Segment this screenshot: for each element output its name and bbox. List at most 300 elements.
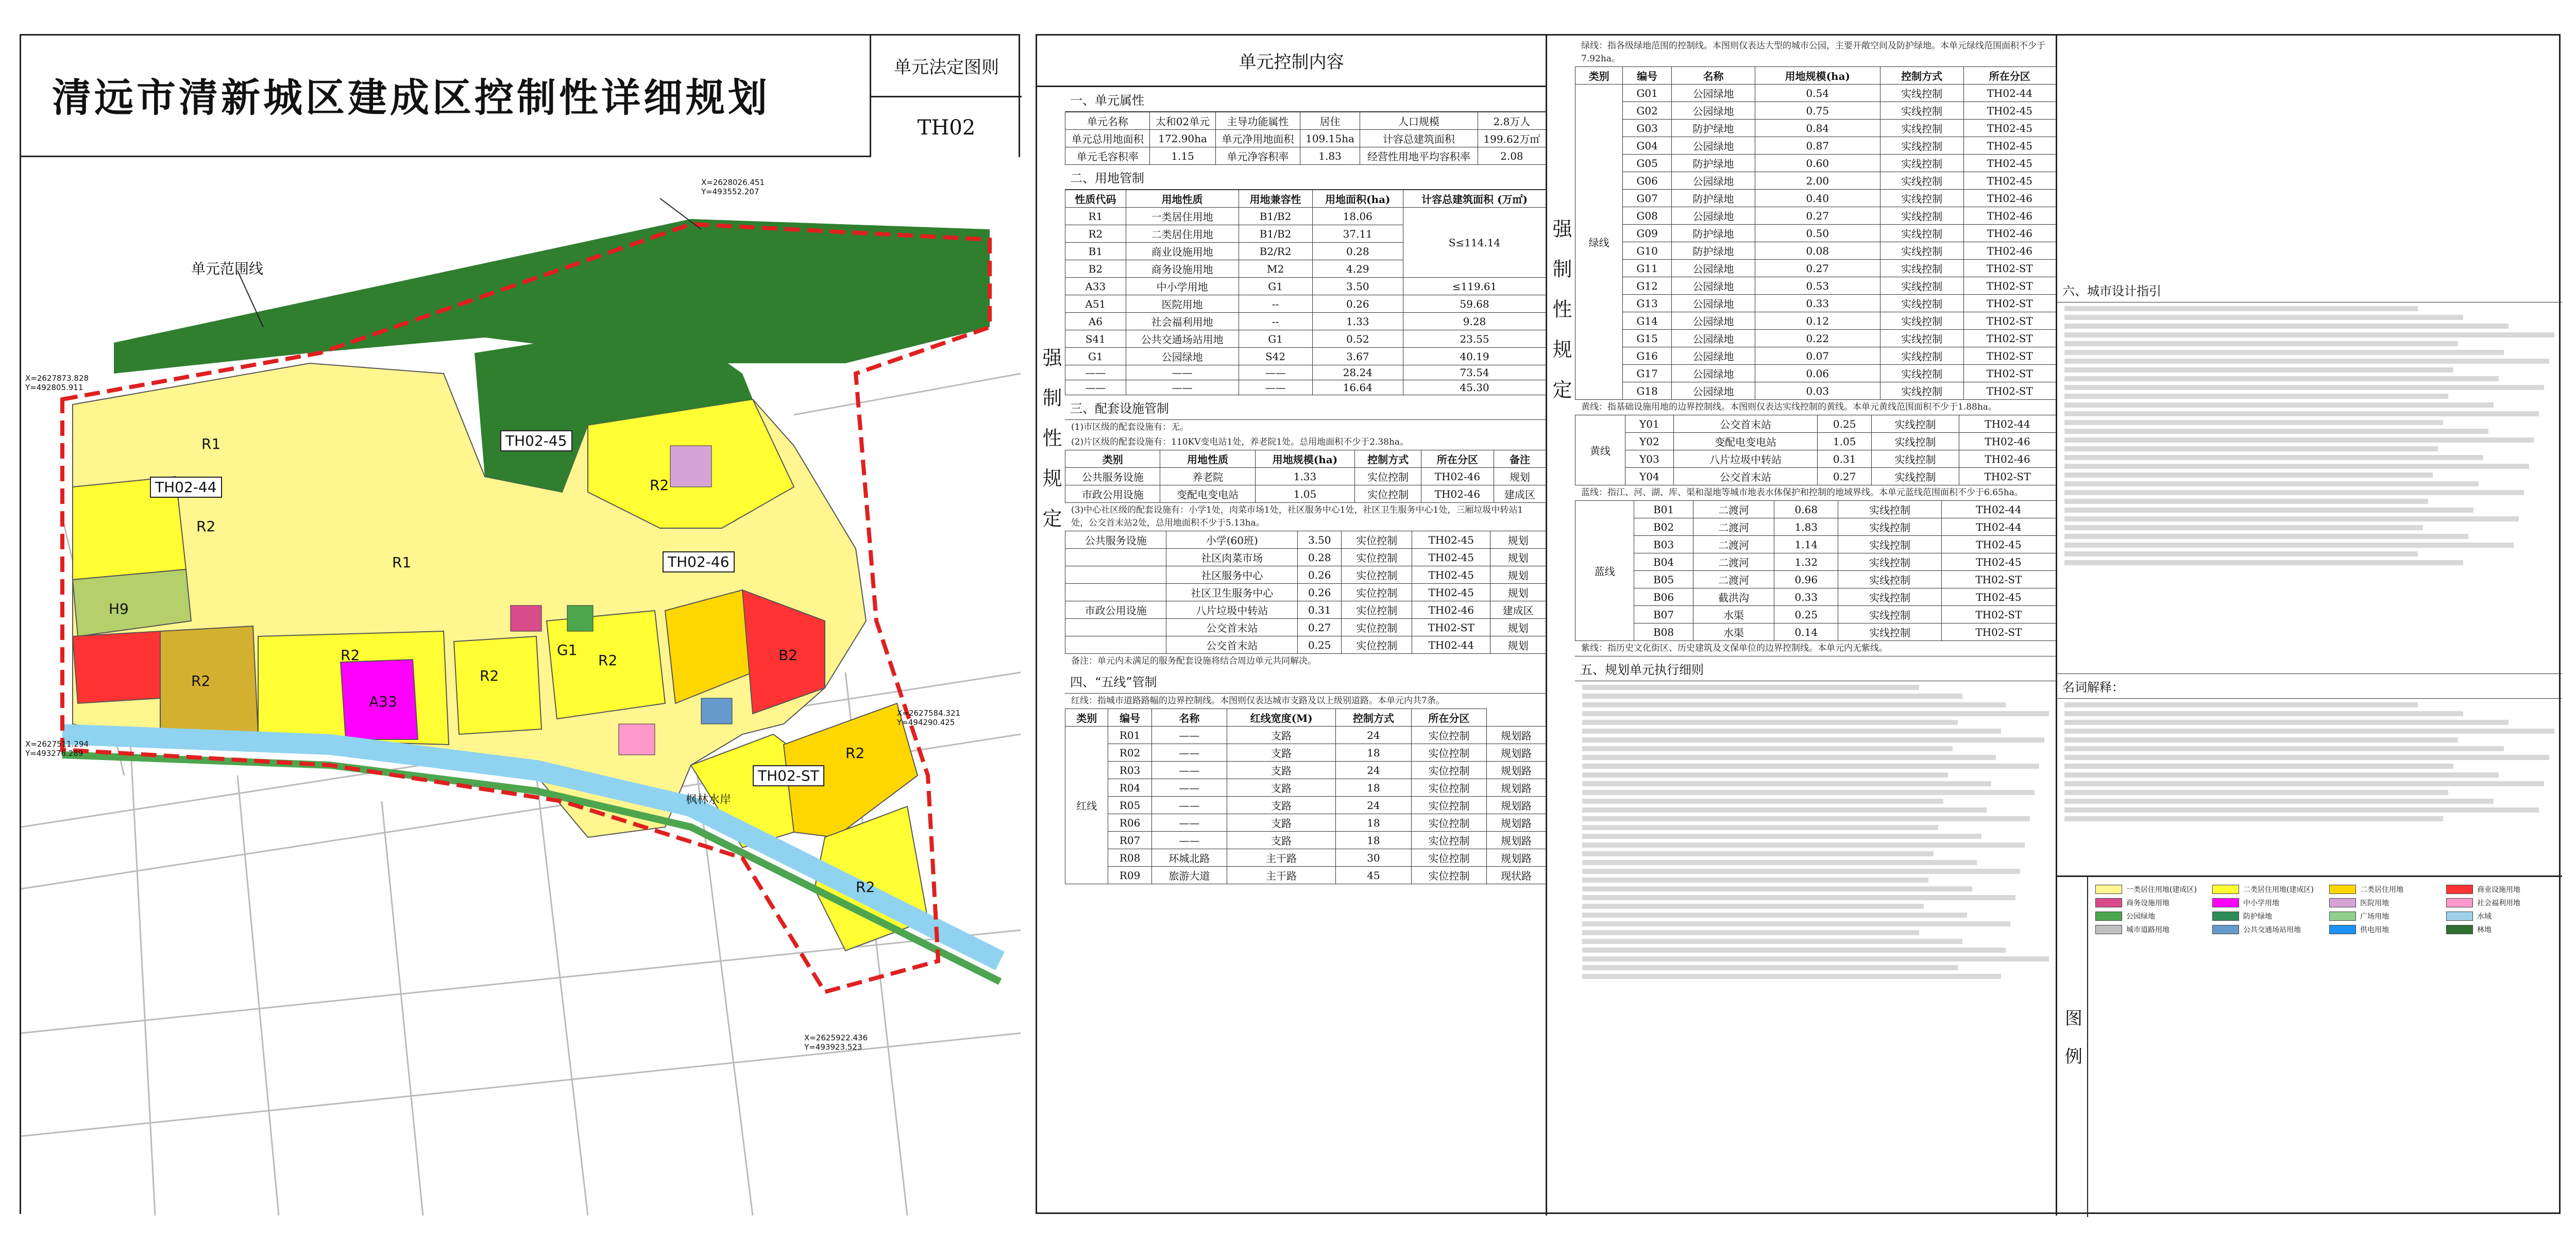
cell: G10: [1623, 242, 1672, 260]
cell: 规划: [1490, 549, 1546, 566]
cell: G04: [1623, 137, 1672, 155]
cell: 0.03: [1755, 382, 1880, 400]
table-row: [1575, 450, 2056, 468]
text-line: [2064, 508, 2473, 513]
text-line: [1582, 816, 2030, 821]
cell: 实线控制: [1880, 295, 1963, 312]
cell: 1.14: [1774, 536, 1838, 553]
cell: TH02-ST: [1941, 606, 2056, 623]
text-line: [2064, 551, 2418, 556]
table-row: [1575, 365, 2056, 382]
cell: 社区卫生服务中心: [1166, 584, 1298, 601]
text-line: [1582, 842, 2025, 848]
cell: 支路: [1227, 832, 1336, 849]
cell: 规划路: [1487, 814, 1546, 832]
attribute-table: [1065, 112, 1546, 165]
table-row: [1575, 606, 2056, 623]
cell: 小学(60班): [1166, 531, 1298, 549]
table-row: [1575, 623, 2056, 641]
legend-label: 防护绿地: [2243, 913, 2272, 921]
section-heading: 二、用地管制: [1065, 165, 1546, 190]
cell: 0.12: [1755, 312, 1880, 330]
cell: 公交首末站: [1166, 619, 1298, 636]
cell: G15: [1623, 330, 1672, 347]
table-row: [1575, 242, 2056, 260]
legend-swatch: [2446, 925, 2473, 934]
boundary-label: 单元范围线: [191, 260, 264, 277]
cell: 公园绿地: [1672, 295, 1755, 312]
cell: 支路: [1227, 762, 1336, 779]
text-line: [1582, 886, 1972, 891]
guide-text: [2057, 302, 2562, 673]
legend-swatch: [2329, 912, 2356, 921]
table-row: [1065, 601, 1546, 619]
cell: 实位控制: [1342, 566, 1412, 584]
table-row: [1065, 584, 1546, 601]
cell: 实线控制: [1872, 415, 1959, 433]
cell: 实位控制: [1411, 832, 1486, 849]
cell: TH02-45: [1963, 137, 2056, 155]
text-line: [1582, 720, 1958, 725]
cell: B1/B2: [1239, 208, 1312, 225]
cell: TH02-45: [1941, 588, 2056, 606]
cell: 实线控制: [1838, 571, 1942, 588]
facility-note: (2)片区级的配套设施有：110KV变电站1处，养老院1处。总用地面积不少于2.38ha。: [1071, 437, 1409, 447]
text-line: [1582, 711, 2049, 716]
text-line: [1582, 729, 2001, 734]
legend-swatch: [2329, 925, 2356, 934]
cell: 用地规模(ha): [1255, 450, 1354, 468]
cell: TH02-ST: [1963, 295, 2056, 312]
text-line: [1582, 921, 2010, 926]
cell: 实线控制: [1880, 207, 1963, 225]
cell: 单元净容积率: [1215, 147, 1300, 165]
community-facility-table: [1065, 531, 1546, 654]
cell: 0.27: [1755, 207, 1880, 225]
legend-item: [2446, 911, 2555, 921]
yellowline-table: [1575, 415, 2056, 485]
table-row: [1065, 744, 1546, 762]
text-line: [2064, 799, 2494, 804]
cell: 0.27: [1755, 260, 1880, 277]
cell: 商务设施用地: [1126, 260, 1239, 278]
text-line: [2064, 746, 2504, 751]
cell: 社区肉菜市场: [1166, 549, 1298, 566]
cell: 实线控制: [1880, 102, 1963, 120]
cell: G1: [1239, 330, 1312, 348]
cell: 0.87: [1755, 137, 1880, 155]
cell: 类别: [1575, 67, 1623, 85]
legend-item: [2212, 884, 2321, 895]
cell: 八片垃圾中转站: [1166, 601, 1298, 619]
cell: 0.26: [1312, 295, 1403, 313]
cell: G07: [1623, 190, 1672, 207]
table-row: [1065, 849, 1546, 867]
cell: 实线控制: [1872, 450, 1959, 468]
cell: 3.50: [1298, 531, 1342, 549]
legend-item: [2095, 924, 2204, 935]
cell: 主干路: [1227, 867, 1336, 884]
cell: ——: [1151, 797, 1227, 814]
legend-label: 林地: [2477, 926, 2492, 934]
text-line: [2064, 490, 2524, 495]
cell: 实线控制: [1838, 501, 1942, 518]
cell: G13: [1623, 295, 1672, 312]
cell: 现状路: [1487, 867, 1546, 884]
text-line: [1582, 930, 1919, 935]
table-row: [1065, 468, 1546, 485]
legend-swatch: [2095, 912, 2122, 921]
table-row: [1575, 501, 2056, 518]
cell: 40.19: [1403, 348, 1546, 365]
cell: 0.26: [1298, 584, 1342, 601]
cell: 实位控制: [1342, 549, 1412, 566]
cell: 商业设施用地: [1126, 243, 1239, 260]
purpleline-note: 紫线：指历史文化街区、历史建筑及文保单位的边界控制线。本单元内无紫线。: [1581, 643, 1888, 653]
cell: Y01: [1625, 415, 1673, 433]
land-code: R1: [392, 554, 412, 571]
cell: 18: [1336, 832, 1411, 849]
cell: 109.15ha: [1300, 130, 1360, 147]
cell: [1065, 549, 1166, 566]
cell: 实线控制: [1872, 433, 1959, 450]
cell: 实线控制: [1880, 225, 1963, 242]
cell: 实线控制: [1880, 190, 1963, 207]
greenline-note: 绿线：指各级绿地范围的控制线。本图则仅表达大型的城市公园，主要开敞空间及防护绿地。本单元绿线范围面积不少于7.92ha。: [1581, 41, 2045, 64]
cell: 18.06: [1312, 208, 1403, 225]
text-line: [2064, 332, 2554, 338]
legend-label: 城市道路用地: [2126, 926, 2170, 934]
cell: TH02-ST: [1963, 382, 2056, 400]
table-row: [1065, 709, 1546, 727]
cell: 市政公用设施: [1065, 485, 1160, 503]
table-row: [1575, 207, 2056, 225]
title-block: [21, 36, 871, 157]
cell: 9.28: [1403, 313, 1546, 330]
table-row: [1575, 190, 2056, 207]
cell: 0.27: [1298, 619, 1342, 636]
table-row: [1065, 549, 1546, 566]
cell: 实线控制: [1880, 137, 1963, 155]
text-line: [2064, 729, 2554, 734]
cell: TH02-ST: [1941, 623, 2056, 641]
cell: 实位控制: [1411, 779, 1486, 797]
table-row: [1065, 330, 1546, 348]
section-heading: 三、配套设施管制: [1065, 395, 1546, 420]
land-code: B2: [778, 647, 798, 664]
cell: 172.90ha: [1150, 130, 1215, 147]
land-code: R2: [845, 745, 865, 762]
cell: 环城北路: [1151, 849, 1227, 867]
land-code: R1: [201, 435, 221, 452]
cell: 计容总建筑面积: [1360, 130, 1478, 147]
cell: 0.50: [1755, 225, 1880, 242]
text-line: [1582, 694, 1962, 699]
legend-label: 供电用地: [2360, 926, 2389, 934]
cell: 0.06: [1755, 365, 1880, 382]
legend-label: 一类居住用地(建成区): [2126, 886, 2197, 894]
cell: 实线控制: [1880, 312, 1963, 330]
table-row: [1575, 433, 2056, 450]
land-code: R2: [196, 518, 216, 535]
table-row: —— —— —— 28.24 73.54: [1065, 365, 1546, 380]
text-line: [2064, 420, 2443, 425]
text-line: [1582, 913, 1967, 918]
cell: 公园绿地: [1672, 85, 1755, 102]
legend-swatch: [2212, 912, 2239, 921]
table-row: [1575, 225, 2056, 242]
table-header: [1065, 190, 1546, 208]
text-line: [1582, 860, 1977, 865]
cell: TH02-ST: [1963, 347, 2056, 365]
legend-item: [2446, 884, 2555, 895]
text-line: [1582, 799, 1943, 804]
cell: R1: [1065, 208, 1126, 225]
cell: R07: [1108, 832, 1151, 849]
unit-code: TH02: [871, 97, 1022, 159]
zone-label: TH02-ST: [753, 765, 824, 786]
coord-label: X=2627511.294 Y=493276.289: [25, 739, 89, 758]
text-line: [2064, 781, 2544, 786]
cell: 规划路: [1487, 727, 1546, 744]
cell: 防护绿地: [1672, 242, 1755, 260]
legend-label: 社会福利用地: [2477, 899, 2520, 907]
cell: 0.40: [1755, 190, 1880, 207]
text-line: [1582, 939, 1962, 944]
cell: 59.68: [1403, 295, 1546, 313]
cell: 太和02单元: [1150, 112, 1215, 130]
table-row: [1575, 382, 2056, 400]
fiveline-column: [1547, 36, 2057, 1216]
table-row: [1065, 779, 1546, 797]
cell: 1.33: [1255, 468, 1354, 485]
text-line: [1582, 764, 2039, 769]
text-line: [2064, 350, 2504, 355]
cell: G11: [1623, 260, 1672, 277]
cell: 实线控制: [1880, 330, 1963, 347]
blueline-table: [1575, 500, 2056, 641]
table-row: [1575, 260, 2056, 277]
cell: 变配电变电站: [1673, 433, 1817, 450]
cell: 中小学用地: [1126, 278, 1239, 295]
left-sheet: [20, 34, 1020, 1214]
strong-vertical-label-2: 强制性规定: [1549, 218, 1572, 419]
text-line: [2064, 376, 2499, 381]
cell: 水渠: [1693, 623, 1774, 641]
cell: 单元名称: [1065, 112, 1150, 130]
cell: TH02-46: [1963, 190, 2056, 207]
cell: 实线控制: [1880, 155, 1963, 172]
cell: 用地规模(ha): [1755, 67, 1880, 85]
cell: 24: [1336, 797, 1411, 814]
legend-label: 二类居住用地(建成区): [2243, 886, 2314, 894]
text-line: [2064, 341, 2458, 346]
cell: 防护绿地: [1672, 120, 1755, 137]
cell: M2: [1239, 260, 1312, 278]
legend-swatch: [2446, 898, 2473, 907]
section-heading: 五、规划单元执行细则: [1575, 656, 2056, 681]
cell: 社会福利用地: [1126, 313, 1239, 330]
cell: 编号: [1108, 709, 1151, 727]
cell: G03: [1623, 120, 1672, 137]
cell: 0.28: [1312, 243, 1403, 260]
cell: 公园绿地: [1672, 330, 1755, 347]
place-name: 枫林水岸: [686, 794, 732, 806]
cell: R04: [1108, 779, 1151, 797]
table-row: [1575, 588, 2056, 606]
table-row: [1065, 797, 1546, 814]
land-code: R2: [856, 879, 875, 896]
cell: 支路: [1227, 797, 1336, 814]
cell: 规划: [1490, 636, 1546, 654]
cell: 用地性质: [1160, 450, 1255, 468]
legend-item: [2095, 884, 2204, 895]
cell: 公园绿地: [1672, 365, 1755, 382]
cell: 公园绿地: [1126, 348, 1239, 365]
cell: ——: [1151, 744, 1227, 762]
table-row: [1065, 814, 1546, 832]
cell: 医院用地: [1126, 295, 1239, 313]
cell: 二渡河: [1693, 571, 1774, 588]
cell: TH02-ST: [1963, 260, 2056, 277]
cell: G14: [1623, 312, 1672, 330]
cell: 0.75: [1755, 102, 1880, 120]
cell: 公交首末站: [1673, 468, 1817, 485]
cell: B07: [1634, 606, 1693, 623]
legend-item: [2329, 898, 2438, 908]
table-row: —— —— —— 16.64 45.30: [1065, 380, 1546, 395]
cell: 实线控制: [1838, 536, 1942, 553]
zone-label: TH02-44: [150, 477, 222, 498]
legend-label: 医院用地: [2360, 899, 2389, 907]
cell: 养老院: [1160, 468, 1255, 485]
cell: 实线控制: [1880, 365, 1963, 382]
explain-title: 名词解释：: [2057, 673, 2562, 699]
cell: R08: [1108, 849, 1151, 867]
text-line: [1582, 974, 2001, 979]
legend-item: [2329, 924, 2438, 935]
land-code: R2: [480, 667, 499, 684]
cell: 实线控制: [1838, 623, 1942, 641]
text-line: [1582, 834, 1981, 839]
cell: TH02-46: [1421, 468, 1494, 485]
coord-label: X=2625922.436 Y=493923.523: [804, 1033, 868, 1052]
cell: G08: [1623, 207, 1672, 225]
cell: G17: [1623, 365, 1672, 382]
cell: 实位控制: [1411, 762, 1486, 779]
cell: 防护绿地: [1672, 190, 1755, 207]
table-row: [1065, 566, 1546, 584]
cell: 类别: [1065, 709, 1108, 727]
cell: TH02-44: [1412, 636, 1490, 654]
cell: 二渡河: [1693, 518, 1774, 536]
section-heading: 四、“五线”管制: [1065, 669, 1546, 694]
table-row: [1575, 67, 2056, 85]
cell: 实位控制: [1342, 619, 1412, 636]
landuse-table: [1065, 190, 1546, 395]
cell: 1.15: [1150, 147, 1215, 165]
text-line: [2064, 560, 2463, 565]
cell: TH02-45: [1412, 549, 1490, 566]
text-line: [2064, 367, 2453, 373]
cell: 规划路: [1487, 779, 1546, 797]
text-line: [2064, 306, 2418, 311]
cell: --: [1239, 313, 1312, 330]
cell: 0.53: [1755, 277, 1880, 295]
cell: 用地面积(ha): [1312, 190, 1403, 208]
cell: 45.30: [1403, 380, 1546, 395]
cell: 实线控制: [1880, 242, 1963, 260]
section-heading: 一、单元属性: [1065, 87, 1546, 112]
cell: ——: [1151, 779, 1227, 797]
cell: TH02-45: [1963, 120, 2056, 137]
cell: 单元净用地面积: [1215, 130, 1300, 147]
text-line: [2064, 737, 2458, 743]
cell: 性质代码: [1065, 190, 1126, 208]
text-line: [2064, 790, 2448, 795]
cell: 公园绿地: [1672, 260, 1755, 277]
legend-label: 公共交通场站用地: [2243, 926, 2301, 934]
cell: 经营性用地平均容积率: [1360, 147, 1478, 165]
table-header: [1065, 450, 1546, 468]
cell: 4.29: [1312, 260, 1403, 278]
cell: 2.08: [1478, 147, 1546, 165]
cell: 支路: [1227, 744, 1336, 762]
cell: 红线宽度(M): [1227, 709, 1336, 727]
cell: B03: [1634, 536, 1693, 553]
cell: Y02: [1625, 433, 1673, 450]
cell: 实位控制: [1411, 797, 1486, 814]
table-row: [1575, 172, 2056, 190]
table-row: [1065, 531, 1546, 549]
legend-label: 公园绿地: [2126, 913, 2155, 921]
strong-vertical-label: 强制性规定: [1039, 347, 1062, 548]
cell: 18: [1336, 814, 1411, 832]
text-line: [1582, 755, 1996, 760]
table-row: [1575, 155, 2056, 172]
land-use-map: [21, 157, 1022, 1216]
cell: B1/B2: [1239, 225, 1312, 243]
legend-grid: [2088, 877, 2562, 942]
cell: 1.05: [1818, 433, 1872, 450]
land-code: R2: [650, 477, 669, 494]
cell: G09: [1623, 225, 1672, 242]
table-row: [1575, 468, 2056, 485]
legend-label: 商务设施用地: [2126, 899, 2170, 907]
cell: G02: [1623, 102, 1672, 120]
cell: 单元毛容积率: [1065, 147, 1150, 165]
table-row: [1575, 536, 2056, 553]
cell: 0.25: [1298, 636, 1342, 654]
cell: 0.07: [1755, 347, 1880, 365]
table-row: [1065, 867, 1546, 884]
text-line: [2064, 807, 2539, 813]
text-line: [1582, 825, 1938, 830]
cell: B08: [1634, 623, 1693, 641]
cell: 实位控制: [1355, 485, 1421, 503]
cell: 用地性质: [1126, 190, 1239, 208]
cell: TH02-46: [1963, 225, 2056, 242]
legend-swatch: [2095, 898, 2122, 907]
cell: 规划: [1494, 468, 1546, 485]
cell: 1.05: [1255, 485, 1354, 503]
table-row: [1065, 295, 1546, 313]
coord-label: X=2627873.828 Y=492805.911: [25, 374, 89, 392]
cell: 30: [1336, 849, 1411, 867]
cell: 18: [1336, 744, 1411, 762]
text-line: [1582, 702, 2006, 707]
legend-swatch: [2095, 885, 2122, 894]
